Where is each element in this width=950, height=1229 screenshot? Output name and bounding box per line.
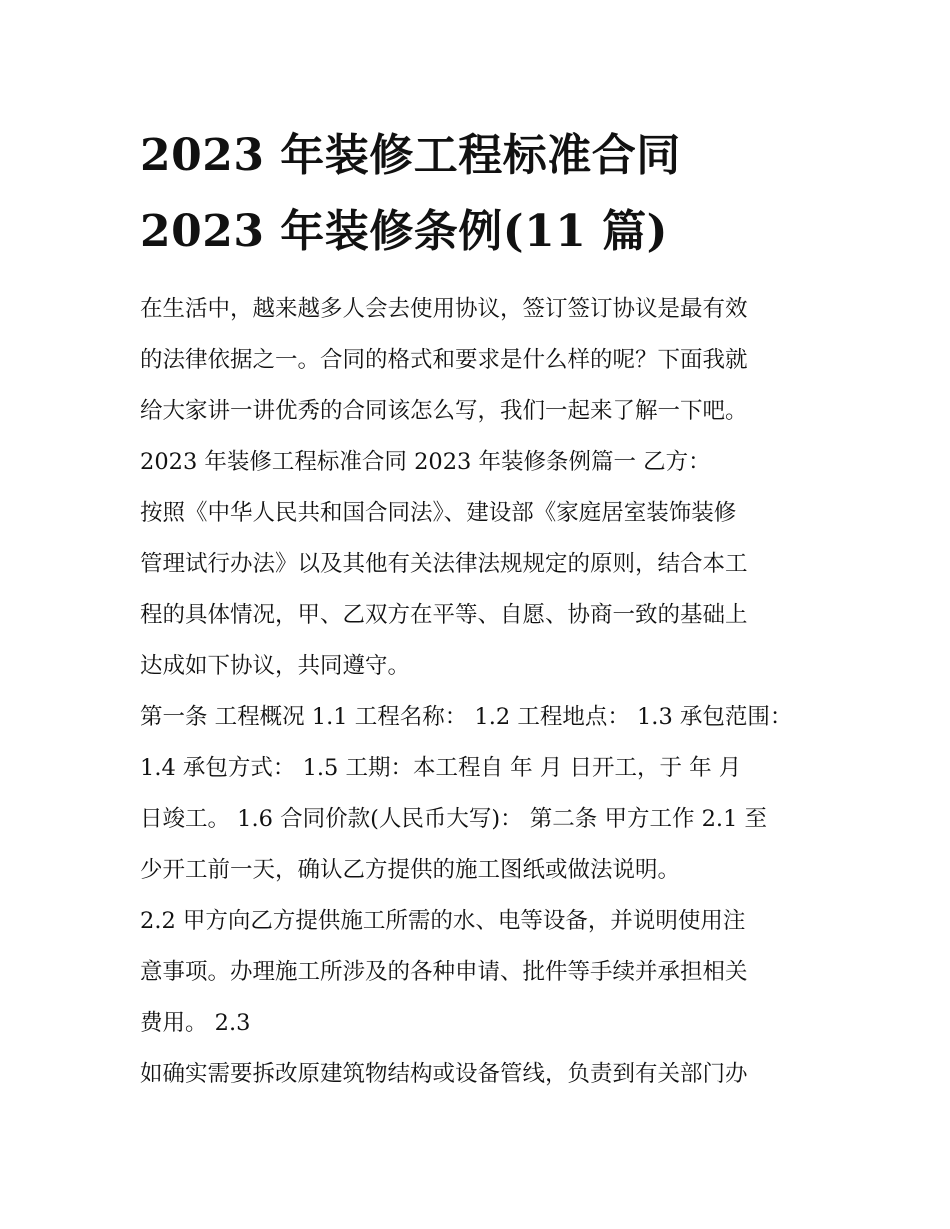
document-page xyxy=(140,118,820,1100)
body-line: 如确实需要拆改原建筑物结构或设备管线，负责到有关部门办 xyxy=(140,1061,748,1087)
body-line: 2.2 甲方向乙方提供施工所需的水、电等设备，并说明使用注 xyxy=(140,908,746,934)
document-body xyxy=(140,284,820,1100)
title-line: 2023 年装修工程标准合同 xyxy=(140,130,681,181)
body-line: 按照《中华人民共和国合同法》、建设部《家庭居室装饰装修 xyxy=(140,500,737,526)
body-line: 日竣工。 1.6 合同价款(人民币大写)： 第二条 甲方工作 2.1 至 xyxy=(140,806,768,832)
body-line: 在生活中，越来越多人会去使用协议，签订签订协议是最有效 xyxy=(140,296,748,322)
body-line: 2023 年装修工程标准合同 2023 年装修条例篇一 乙方： xyxy=(140,449,711,475)
body-line: 的法律依据之一。合同的格式和要求是什么样的呢？下面我就 xyxy=(140,347,748,373)
body-line: 程的具体情况，甲、乙双方在平等、自愿、协商一致的基础上 xyxy=(140,602,748,628)
document-title xyxy=(140,118,820,270)
body-line: 费用。 2.3 xyxy=(140,1010,251,1036)
body-line: 1.4 承包方式： 1.5 工期：本工程自 年 月 日开工，于 年 月 xyxy=(140,755,742,781)
body-line: 管理试行办法》以及其他有关法律法规规定的原则，结合本工 xyxy=(140,551,748,577)
body-line: 意事项。办理施工所涉及的各种申请、批件等手续并承担相关 xyxy=(140,959,748,985)
body-line: 给大家讲一讲优秀的合同该怎么写，我们一起来了解一下吧。 xyxy=(140,398,748,424)
body-line: 达成如下协议，共同遵守。 xyxy=(140,653,411,679)
title-line: 2023 年装修条例(11 篇) xyxy=(140,206,668,257)
body-line: 少开工前一天，确认乙方提供的施工图纸或做法说明。 xyxy=(140,857,681,883)
body-line: 第一条 工程概况 1.1 工程名称： 1.2 工程地点： 1.3 承包范围： xyxy=(140,704,793,730)
